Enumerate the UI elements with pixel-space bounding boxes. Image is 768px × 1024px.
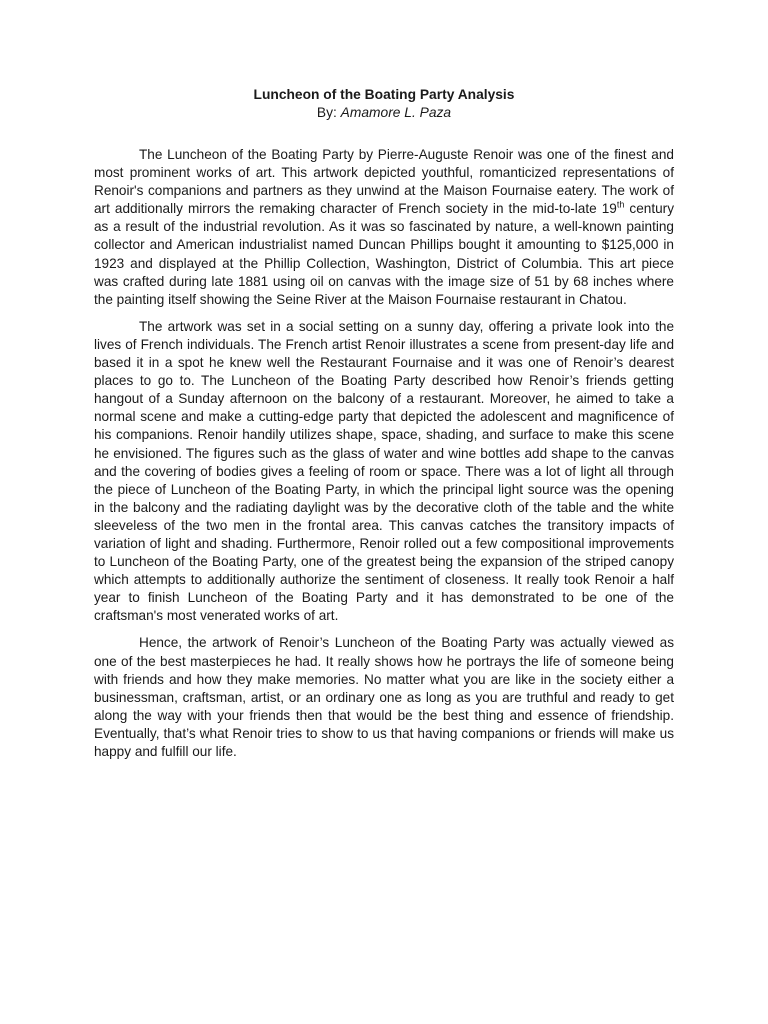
paragraph-1-text-b: century as a result of the industrial revolution. As it was so fascinated by nature, a well-known painting collector and American industrialist named Duncan Phillips bought it amounting to $125,000 in 1923 and displayed at the Phillip Collection, Washington, District of Columbia. This art piece was crafted during late 1881 using oil on canvas with the image size of 51 by 68 inches where the painting itself showing the Seine River at the Maison Fournaise restaurant in Chatou. [94, 201, 674, 307]
document-title: Luncheon of the Boating Party Analysis [253, 87, 515, 102]
document-page [94, 86, 674, 770]
paragraph-1-text-a: The Luncheon of the Boating Party by Pierre-Auguste Renoir was one of the finest and most prominent works of art. This artwork depicted youthful, romanticized representations of Renoir's companions and partners as they unwind at the Maison Fournaise eatery. The work of art additionally mirrors the remaking character of French society in the mid-to-late 19 [94, 147, 674, 217]
byline-prefix: By: [316, 105, 341, 120]
paragraph-1 [94, 146, 674, 309]
author-name: Amamore L. Paza [340, 105, 452, 120]
paragraph-3: Hence, the artwork of Renoir’s Luncheon of the Boating Party was actually viewed as one of the best masterpieces he had. It really shows how he portrays the life of someone being with friends and how they make memories. No matter what you are like in the society either a businessman, craftsman, artist, or an ordinary one as long as you are truthful and ready to get along the way with your friends then that would be the best thing and essence of friendship. Eventually, that’s what Renoir tries to show to us that having companions or friends will make us happy and fulfill our life. [94, 635, 674, 759]
ordinal-superscript: th [616, 199, 625, 210]
byline [94, 104, 674, 122]
paragraph-2: The artwork was set in a social setting on a sunny day, offering a private look into the lives of French individuals. The French artist Renoir illustrates a scene from present-day life and based it in a spot he knew well the Restaurant Fournaise and it was one of Renoir’s dearest places to go to. The Luncheon of the Boating Party described how Renoir’s friends getting hangout of a Sunday afternoon on the balcony of a restaurant. Moreover, he aimed to take a normal scene and make a cutting-edge party that depicted the adolescent and magnificence of his companions. Renoir handily utilizes shape, space, shading, and surface to make this scene he envisioned. The figures such as the glass of water and wine bottles add shape to the canvas and the covering of bodies gives a feeling of room or space. There was a lot of light all through the piece of Luncheon of the Boating Party, in which the principal light source was the opening in the balcony and the radiating daylight was by the decorative cloth of the table and the white sleeveless of the two men in the frontal area. This canvas catches the transitory impacts of variation of light and shading. Furthermore, Renoir rolled out a few compositional improvements to Luncheon of the Boating Party, one of the greatest being the expansion of the striped canopy which attempts to additionally authorize the sentiment of closeness. It really took Renoir a half year to finish Luncheon of the Boating Party and it has demonstrated to be one of the craftsman's most venerated works of art. [94, 318, 674, 624]
